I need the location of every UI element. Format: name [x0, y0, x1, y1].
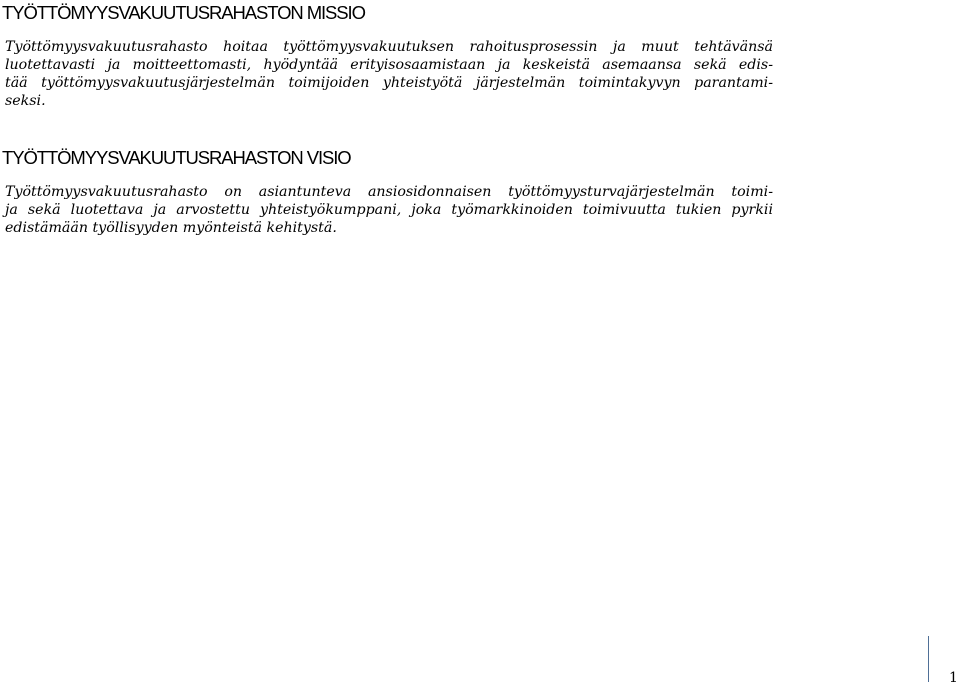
page-number-rule	[928, 636, 929, 682]
mission-line-1: Työttömyysvakuutusrahasto hoitaa työttömyysvakuutuksen rahoitusprosessin ja muut tehtävänsä	[5, 39, 773, 55]
mission-paragraph	[5, 38, 773, 110]
page-number: 1	[949, 670, 958, 686]
vision-line-3: edistämään työllisyyden myönteistä kehitystä.	[5, 220, 337, 236]
vision-heading: TYÖTTÖMYYSVAKUUTUSRAHASTON VISIO	[2, 147, 351, 168]
vision-line-1: Työttömyysvakuutusrahasto on asiantunteva ansiosidonnaisen työttömyysturvajärjestelmän toimi-	[5, 184, 773, 200]
mission-line-3: tää työttömyysvakuutusjärjestelmän toimijoiden yhteistyötä järjestelmän toimintakyvyn parantami-	[5, 75, 773, 91]
mission-heading: TYÖTTÖMYYSVAKUUTUSRAHASTON MISSIO	[2, 2, 365, 23]
vision-paragraph	[5, 183, 773, 237]
mission-line-2: luotettavasti ja moitteettomasti, hyödyntää erityisosaamistaan ja keskeistä asemaansa sekä edis-	[5, 57, 773, 73]
mission-line-4: seksi.	[5, 93, 46, 109]
vision-line-2: ja sekä luotettava ja arvostettu yhteistyökumppani, joka työmarkkinoiden toimivuutta tukien pyrkii	[5, 202, 773, 218]
